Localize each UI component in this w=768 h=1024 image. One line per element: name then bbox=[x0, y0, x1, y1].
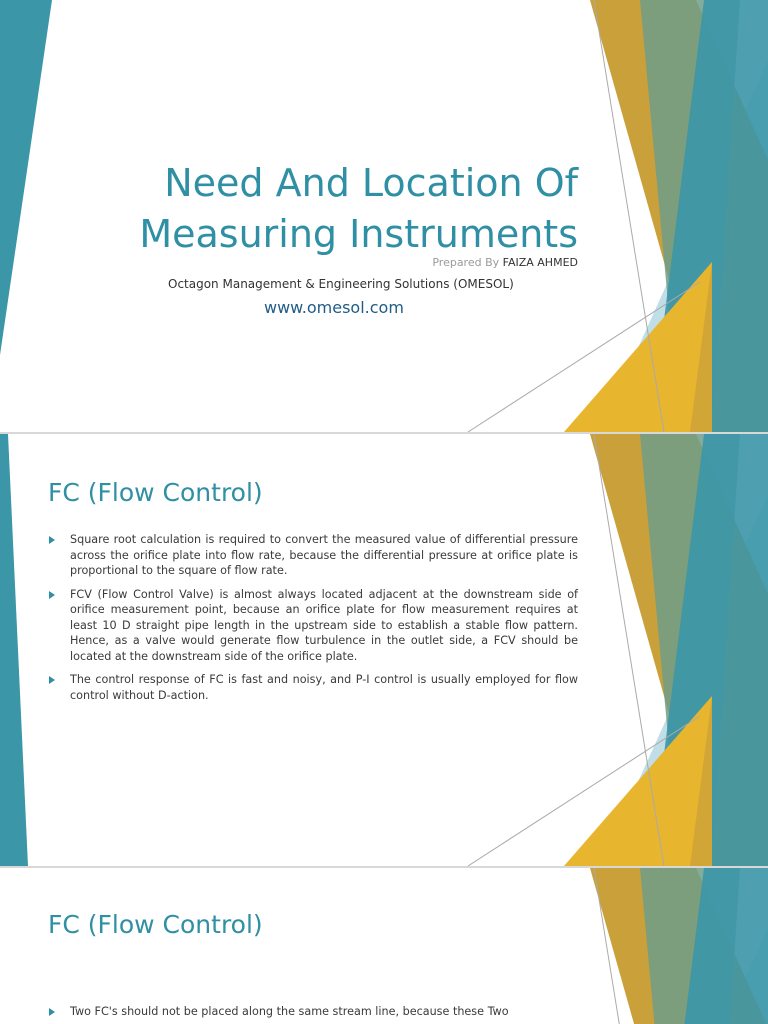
slide-flow-control bbox=[0, 434, 768, 866]
title-line-2: Measuring Instruments bbox=[139, 212, 578, 256]
bullet-text: Square root calculation is required to convert the measured value of differential pressure across the orifice plate into flow rate, because the differential pressure at orifice plate is proportional to the square of flow rate. bbox=[70, 533, 578, 577]
presentation-title bbox=[139, 158, 578, 260]
decorative-shapes bbox=[0, 868, 768, 1024]
slide-heading: FC (Flow Control) bbox=[48, 478, 263, 507]
slide-heading: FC (Flow Control) bbox=[48, 910, 263, 939]
slide-title bbox=[0, 0, 768, 432]
author-name: FAIZA AHMED bbox=[502, 256, 578, 269]
list-item bbox=[48, 587, 578, 665]
bullet-arrow-icon bbox=[49, 536, 55, 544]
bullet-text: Two FC's should not be placed along the same stream line, because these Two bbox=[70, 1005, 509, 1018]
bullet-list bbox=[48, 532, 578, 711]
prepared-by bbox=[432, 256, 578, 269]
slide-flow-control-continued bbox=[0, 868, 768, 1024]
bullet-arrow-icon bbox=[49, 591, 55, 599]
bullet-text: FCV (Flow Control Valve) is almost always located adjacent at the downstream side of orifice measurement point, because an orifice plate for flow measurement requires at least 10 D straight pipe length in the upstream side to establish a stable flow pattern. Hence, as a valve would generate flow turbulence in the outlet side, a FCV should be located at the downstream side of the orifice plate. bbox=[70, 587, 578, 663]
bullet-list bbox=[48, 1004, 578, 1024]
list-item bbox=[48, 1004, 578, 1020]
bullet-arrow-icon bbox=[49, 1008, 55, 1016]
list-item bbox=[48, 532, 578, 579]
bullet-text: The control response of FC is fast and noisy, and P-I control is usually employed for flow control without D-action. bbox=[70, 673, 578, 702]
title-line-1: Need And Location Of bbox=[164, 161, 578, 205]
prepared-by-label: Prepared By bbox=[432, 256, 503, 269]
list-item bbox=[48, 672, 578, 703]
website-link[interactable]: www.omesol.com bbox=[264, 298, 404, 317]
organization-name: Octagon Management & Engineering Solutions (OMESOL) bbox=[168, 277, 514, 291]
bullet-arrow-icon bbox=[49, 676, 55, 684]
